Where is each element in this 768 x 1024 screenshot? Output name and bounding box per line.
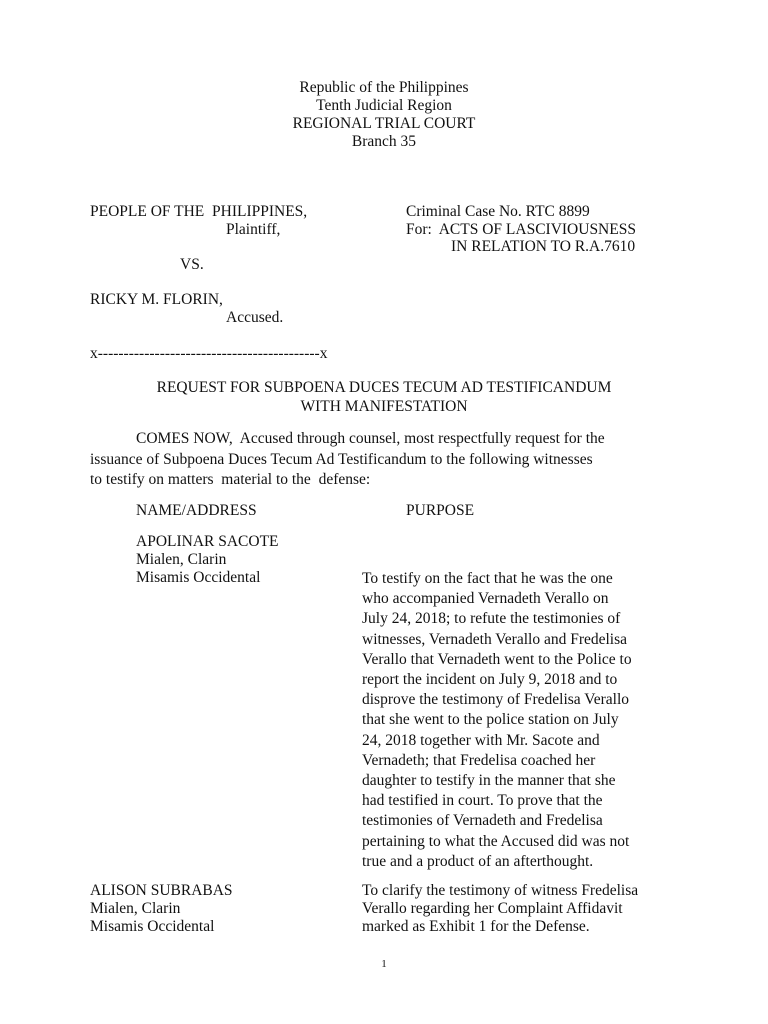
purpose-line: July 24, 2018; to refute the testimonies of [362,610,621,628]
purpose-line: testimonies of Vernadeth and Fredelisa [362,812,603,830]
header-court: REGIONAL TRIAL COURT [292,115,476,132]
purpose-line: 24, 2018 together with Mr. Sacote and [362,731,600,749]
purpose-line: had testified in court. To prove that the [362,792,603,810]
purpose-line: Verallo that Vernadeth went to the Police to [362,650,632,668]
page-number: 1 [381,958,387,970]
purpose-line: disprove the testimony of Fredelisa Verallo [362,691,630,709]
header-republic: Republic of the Philippines [299,79,469,96]
plaintiff-name: PEOPLE OF THE PHILIPPINES, [90,203,308,220]
accused-name: RICKY M. FLORIN, [90,291,223,308]
witness-1-address-2: Misamis Occidental [136,569,261,586]
purpose-line: report the incident on July 9, 2018 and to [362,671,618,689]
purpose-line: that she went to the police station on July [362,711,619,729]
offense-line-2: IN RELATION TO R.A.7610 [451,238,636,255]
purpose-line: who accompanied Vernadeth Verallo on [362,590,609,608]
purpose-line: true and a product of an afterthought. [362,852,594,870]
accused-role: Accused. [226,309,284,326]
witness-1-address-1: Mialen, Clarin [136,551,227,568]
witness-2-address-1: Mialen, Clarin [90,900,181,917]
document-title-line-2: WITH MANIFESTATION [300,398,468,415]
purpose-line: To testify on the fact that he was the one [362,570,613,587]
case-number: Criminal Case No. RTC 8899 [406,203,590,220]
column-header-name-address: NAME/ADDRESS [136,502,257,519]
header-region: Tenth Judicial Region [316,97,452,114]
offense-line-1: For: ACTS OF LASCIVIOUSNESS [406,221,636,238]
body-line-3: to testify on matters material to the defense: [90,471,371,488]
purpose-line: daughter to testify in the manner that she [362,772,616,790]
plaintiff-role: Plaintiff, [226,221,281,238]
witness-2-name: ALISON SUBRABAS [90,882,233,899]
witness-2-address-2: Misamis Occidental [90,918,215,935]
purpose-line: witnesses, Vernadeth Verallo and Fredelisa [362,630,628,648]
body-line-2: issuance of Subpoena Duces Tecum Ad Testificandum to the following witnesses [90,451,593,468]
document-title-line-1: REQUEST FOR SUBPOENA DUCES TECUM AD TESTIFICANDUM [156,379,612,396]
witness-1-name: APOLINAR SACOTE [136,533,279,550]
caption-divider: x-------------------------------------------x [90,345,328,362]
witness-2-purpose-line-2: Verallo regarding her Complaint Affidavit [362,900,623,917]
column-header-purpose: PURPOSE [406,502,475,519]
witness-2-purpose-line-3: marked as Exhibit 1 for the Defense. [362,918,590,935]
versus-label: VS. [180,256,204,273]
purpose-line: Vernadeth; that Fredelisa coached her [362,751,596,769]
body-line-1: COMES NOW, Accused through counsel, most respectfully request for the [136,430,605,447]
witness-1-purpose [362,569,682,872]
witness-2-purpose-line-1: To clarify the testimony of witness Fredelisa [362,882,639,899]
purpose-line: pertaining to what the Accused did was not [362,832,630,850]
header-branch: Branch 35 [351,133,417,150]
